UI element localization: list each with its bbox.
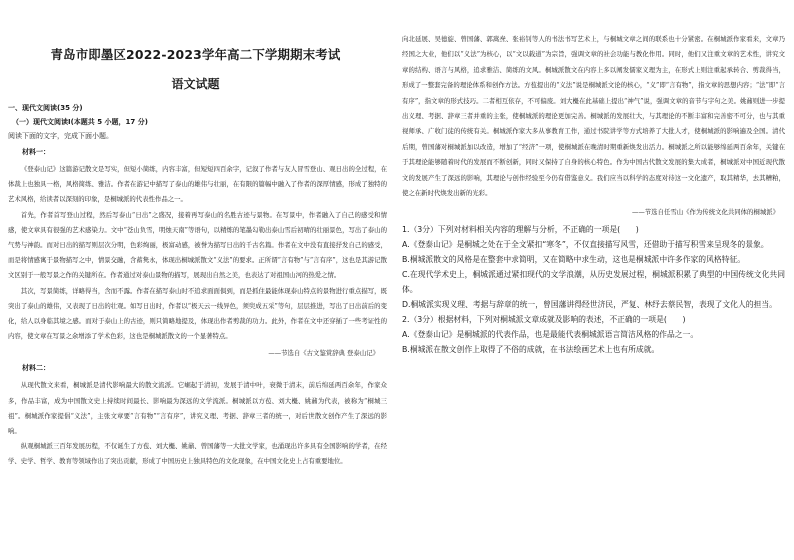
material-two-paragraph: 从现代散文来看，桐城派是清代影响最大的散文流派。它崛起于清初，发展于清中叶，衰微于清末，前后绵延两百余年，作家众多，作品丰富，成为中国散文史上持续时间最长、影响最为深远的文学流派。桐城派以方苞、刘大櫆、姚鼐为代表，被称为“桐城三祖”。桐城派作家提倡“义法”，主张文章要“言有物”“言有序”，讲究义理、考据、辞章三者的统一，对后世散文创作产生了深远的影响。 [8, 381, 387, 436]
material-one-paragraph: 《登泰山记》这篇游记散文是写实，但短小简练，内容丰富，但短短四百余字，记叙了作者与友人冒雪登山、观日出的全过程，在体裁上也独具一格，风格简练、雅洁。作者在游记中描写了泰山的雄伟与壮丽，在有限的篇幅中融入了作者的深厚情感，形成了独特的艺术风格，给读者以深刻的印象，是桐城派的代表性作品之一。 [8, 165, 387, 204]
material-one-paragraph: 其次，写景简练，详略得当，含而不露。作者在描写泰山时不追求面面俱到，而是抓住最能体现泰山特点的景物进行重点描写，既突出了泰山的雄伟，又表现了日出的壮观。如写日出时，作者以“极天云一线异色，须臾成五采”等句，层层推进，写出了日出前后的变化，给人以身临其境之感。而对于泰山上的古迹，则只简略地提及，体现出作者剪裁的功力。此外，作者在文中还穿插了一些考证性的内容，使文章在写景之余增添了学术色彩，这也是桐城派散文的一个显著特点。 [8, 286, 387, 341]
material-one-label: 材料一： [22, 148, 50, 156]
material-one-paragraph: 首先，作者首写登山过程，然后写泰山“日出”之盛况，接着再写泰山的名胜古迹与景物。在写景中，作者融入了自己的感受和情感，使文章具有很强的艺术感染力。文中“苍山负雪，明烛天南”等语句，以精炼的笔墨勾勒出泰山雪后初晴的壮丽景色，写出了泰山的气势与神韵。而对日出的描写则层次分明，色彩绚丽，极富动感，被誉为描写日出的千古名篇。作者在文中没有直接抒发自己的感受，而是将情感寓于景物描写之中，情景交融，含蓄隽永，体现出桐城派散文“义法”的要求。正所谓“言有物”与“言有序”，这也是其游记散文区别于一般写景之作的关键所在。作者通过对泰山景物的描写，展现出自然之美，也表达了对祖国山河的热爱之情。 [8, 210, 387, 280]
question-1-option-c[interactable]: C.在现代学术史上，桐城派通过紧扣现代的文学浪潮，从历史发展过程，桐城派积累了典型的中国传统文化共同体。 [402, 270, 785, 295]
question-2-stem: 2.（3分）根据材料，下列对桐城派文章成就及影响的表述，不正确的一项是( ) [402, 315, 686, 325]
material-two-paragraph: 纵观桐城派三百年发展历程，不仅诞生了方苞、刘大櫆、姚鼐、曾国藩等一大批文学家，也涌现出许多具有全国影响的学者，在经学、史学、哲学、教育等领域作出了突出贡献，形成了中国历史上独具特色的文化现象，在中国文化史上占有重要地位。 [8, 442, 387, 466]
exam-subtitle: 语文试题 [171, 77, 220, 91]
section-heading: 一、现代文阅读(35 分) [8, 104, 83, 112]
sub-heading: （一）现代文阅读Ⅰ(本题共 5 小题，17 分) [12, 118, 148, 126]
material-two-label: 材料二： [22, 364, 50, 373]
question-2-option-b[interactable]: B.桐城派在散文创作上取得了不俗的成就，在书法绘画艺术上也有所成就。 [402, 345, 660, 355]
question-1-option-b[interactable]: B.桐城派散文的风格是在整套中求简明，又在简略中求生动，这也是桐城派中许多作家的风格特征。 [402, 255, 746, 265]
question-2-option-a[interactable]: A.《登泰山记》是桐城派的代表作品，也是最能代表桐城派语言简洁风格的作品之一。 [402, 330, 699, 340]
exam-title: 青岛市即墨区2022-2023学年高二下学期期末考试 [50, 47, 341, 62]
instruction-text: 阅读下面的文字，完成下面小题。 [8, 132, 113, 140]
material-two-continued-paragraph: 向北延展、吴德旋、曾国藩、郭嵩焘、张裕钊等人的书法书写艺术上，与桐城文章之间的联系也十分紧密。在桐城派作家看来，文章乃经国之大业，他们以“义法”为核心，以“文以载道”为宗旨，强调文章的社会功能与教化作用。同时，他们又注重文章的艺术性，讲究文章的结构、语言与风格，追求雅洁、简练的文风。桐城派散文在内容上多以阐发儒家义理为主，在形式上则注重起承转合、剪裁得当，形成了一整套完备的理论体系和创作方法。方苞提出的“义法”说是桐城派文论的核心，“义”即“言有物”，指文章的思想内容；“法”即“言有序”，指文章的形式技巧。二者相互依存，不可偏废。刘大櫆在此基础上提出“神气”说，强调文章的音节与字句之美。姚鼐则进一步提出义理、考据、辞章三者并重的主张，使桐城派的理论更加完善。桐城派的发展壮大，与其理论的不断丰富和完善密不可分，也与其重视师承、广收门徒的传统有关。桐城派作家大多从事教育工作，通过书院讲学等方式培养了大批人才，使桐城派的影响遍及全国。清代后期，曾国藩对桐城派加以改造，增加了“经济”一项，使桐城派在晚清时期重新焕发出活力。桐城派之所以能够绵延两百余年，关键在于其理论能够随着时代的发展而不断创新，同时又保持了自身的核心特色。作为中国古代散文发展的集大成者，桐城派对中国近现代散文的发展产生了深远的影响，其理论与创作经验至今仍有借鉴意义。我们应当以科学的态度对待这一文化遗产，取其精华，去其糟粕，使之在新时代焕发出新的光彩。 [402, 35, 785, 198]
question-1-option-d[interactable]: D.桐城派实现义理、考据与辞章的统一，曾国藩讲得经世济民，严复、林纾去蔡民智，表现了文化人的担当。 [402, 300, 777, 310]
question-1-option-a[interactable]: A.《登泰山记》是桐城之处在于全文紧扣“寒冬”，不仅直接描写风雪，还借助于描写积雪来呈现冬的景象。 [402, 240, 769, 250]
right-column [402, 0, 785, 560]
material-two-source: ——节选自任雪山《作为传统文化共同体的桐城派》 [632, 208, 779, 217]
material-one-source: ——节选自《古文鉴赏辞典 登泰山记》 [268, 349, 379, 358]
question-1-stem: 1.（3分）下列对材料相关内容的理解与分析，不正确的一项是( ) [402, 225, 639, 235]
left-column [4, 0, 387, 560]
